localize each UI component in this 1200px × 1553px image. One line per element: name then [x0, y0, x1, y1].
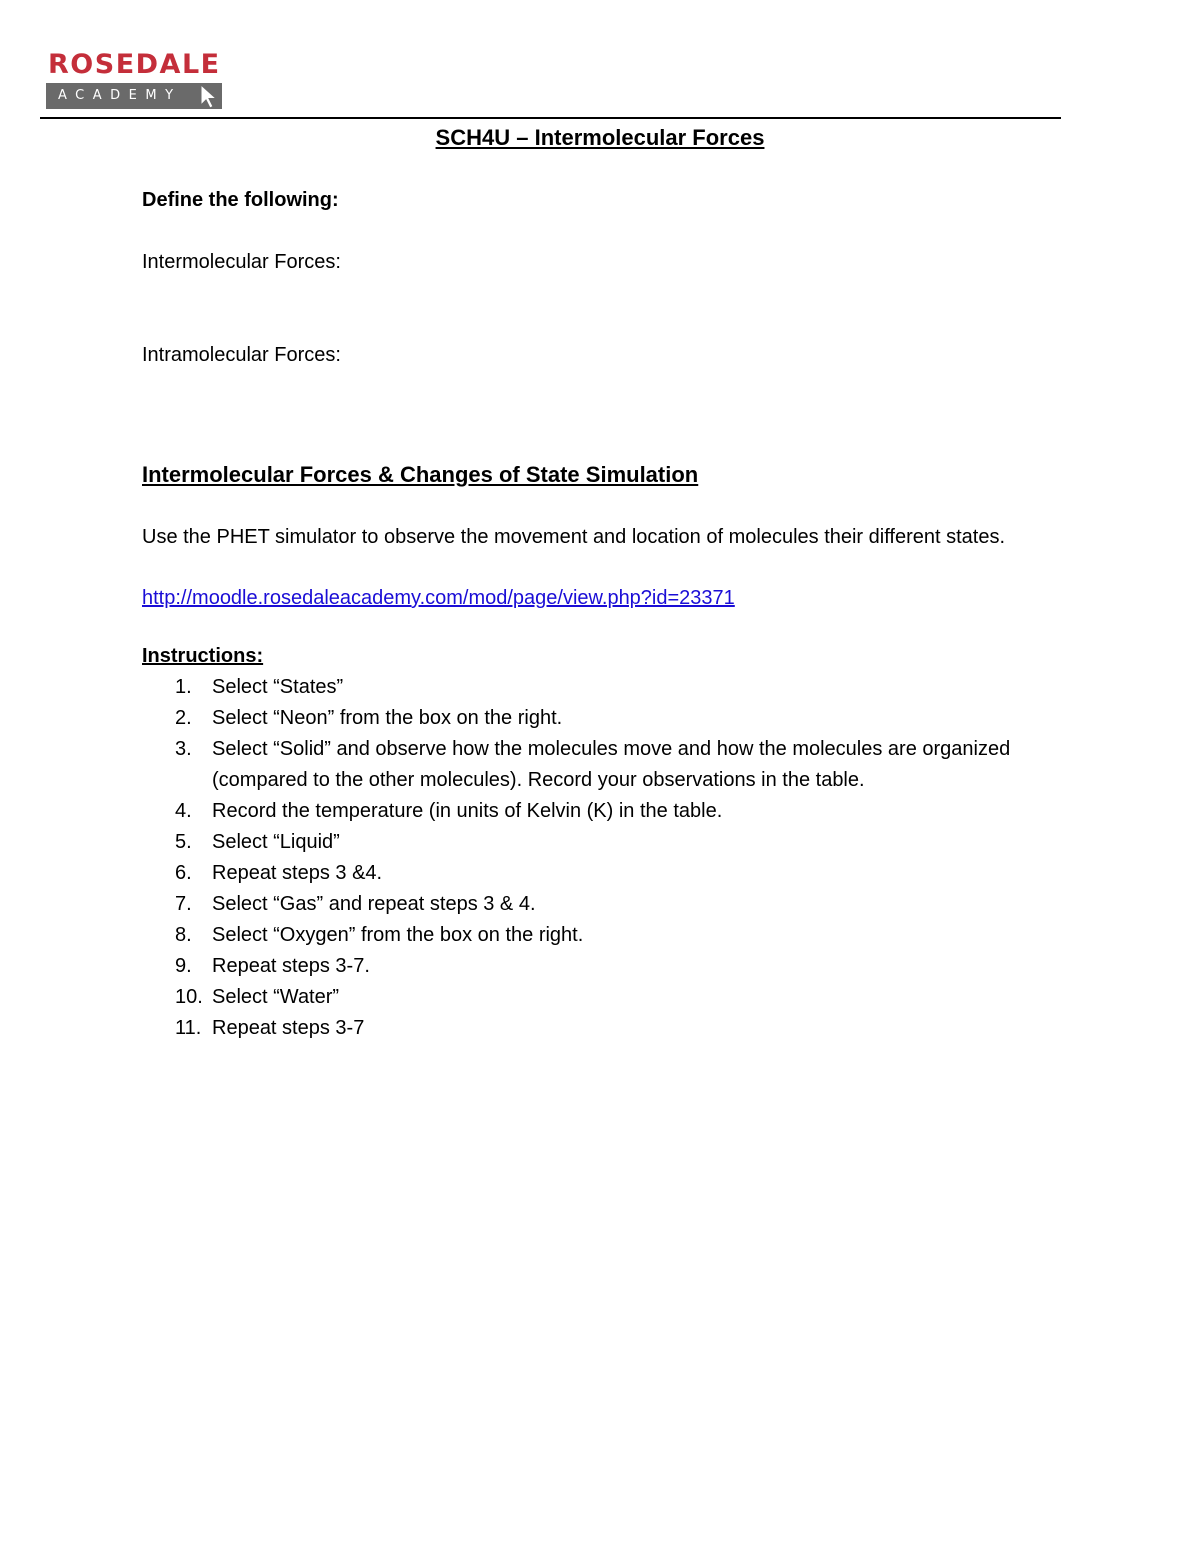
step-text: Repeat steps 3-7 — [212, 1017, 365, 1039]
step-text: Select “States” — [212, 676, 344, 698]
step-number: 3. — [175, 738, 192, 760]
phet-simulator-link[interactable]: http://moodle.rosedaleacademy.com/mod/page/view.php?id=23371 — [142, 587, 735, 609]
step-number: 7. — [175, 893, 192, 915]
simulation-heading: Intermolecular Forces & Changes of State Simulation — [142, 462, 699, 487]
step-number: 9. — [175, 955, 192, 977]
list-item — [142, 1013, 1062, 1044]
list-item — [142, 672, 1062, 703]
list-item — [142, 703, 1062, 734]
step-text: Record the temperature (in units of Kelvin (K) in the table. — [212, 800, 723, 822]
step-text: Repeat steps 3-7. — [212, 955, 370, 977]
step-text: Select “Solid” and observe how the molecules move and how the molecules are organized (compared to the other molecules). Record your observations in the table. — [212, 738, 1011, 791]
step-number: 2. — [175, 707, 192, 729]
list-item — [142, 889, 1062, 920]
cursor-arrow-icon — [196, 81, 222, 111]
simulation-link-row — [142, 586, 735, 610]
list-item — [142, 827, 1062, 858]
logo-wordmark: ROSEDALE — [48, 49, 221, 80]
rosedale-academy-logo — [46, 50, 221, 112]
step-text: Select “Oxygen” from the box on the right. — [212, 924, 584, 946]
step-text: Select “Gas” and repeat steps 3 & 4. — [212, 893, 536, 915]
step-text: Select “Neon” from the box on the right. — [212, 707, 563, 729]
step-number: 5. — [175, 831, 192, 853]
intermolecular-forces-term: Intermolecular Forces: — [142, 251, 341, 273]
step-number: 6. — [175, 862, 192, 884]
logo-band — [46, 83, 196, 109]
step-number: 8. — [175, 924, 192, 946]
list-item — [142, 734, 1062, 796]
page-title: SCH4U – Intermolecular Forces — [435, 125, 765, 150]
list-item — [142, 858, 1062, 889]
logo-subtitle: ACADEMY — [58, 88, 182, 103]
header-rule — [40, 117, 1061, 119]
list-item — [142, 920, 1062, 951]
step-number: 1. — [175, 676, 192, 698]
step-number: 10. — [175, 986, 203, 1008]
simulation-intro: Use the PHET simulator to observe the movement and location of molecules their different states. — [142, 526, 1006, 548]
define-heading: Define the following: — [142, 189, 339, 211]
list-item — [142, 951, 1062, 982]
list-item — [142, 982, 1062, 1013]
step-text: Select “Liquid” — [212, 831, 340, 853]
step-number: 4. — [175, 800, 192, 822]
step-text: Select “Water” — [212, 986, 340, 1008]
instructions-list — [142, 672, 1062, 1044]
step-number: 11. — [175, 1017, 202, 1039]
instructions-heading: Instructions: — [142, 645, 264, 667]
step-text: Repeat steps 3 &4. — [212, 862, 383, 884]
list-item — [142, 796, 1062, 827]
intramolecular-forces-term: Intramolecular Forces: — [142, 344, 341, 366]
